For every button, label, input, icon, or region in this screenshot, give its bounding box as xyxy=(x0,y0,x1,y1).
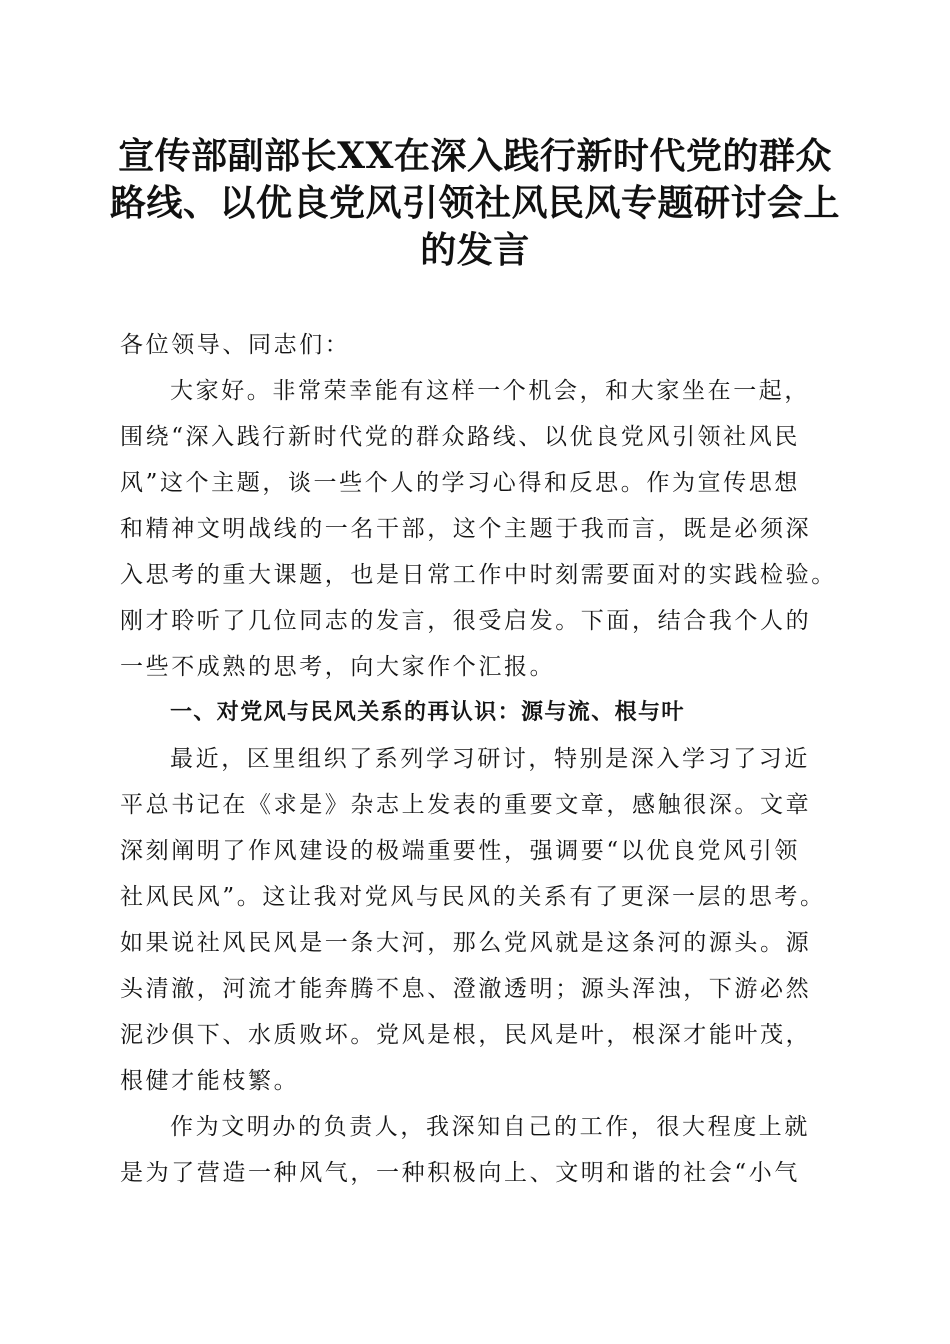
paragraph-line: 一些不成熟的思考，向大家作个汇报。 xyxy=(120,654,556,680)
paragraph-line: 和精神文明战线的一名干部，这个主题于我而言，既是必须深 xyxy=(120,516,812,542)
paragraph-line: 平总书记在《求是》杂志上发表的重要文章，感触很深。文章 xyxy=(120,792,812,818)
paragraph-line: 头清澈，河流才能奔腾不息、澄澈透明；源头浑浊，下游必然 xyxy=(120,976,812,1002)
paragraph-line: 刚才聆听了几位同志的发言，很受启发。下面，结合我个人的 xyxy=(120,608,812,634)
paragraph-line: 社风民风”。这让我对党风与民风的关系有了更深一层的思考。 xyxy=(120,884,826,910)
paragraph-line: 是为了营造一种风气，一种积极向上、文明和谐的社会“小气 xyxy=(120,1160,800,1186)
paragraph-line: 围绕“深入践行新时代党的群众路线、以优良党风引领社风民 xyxy=(120,424,800,450)
title-line: 路线、以优良党风引领社风民风专题研讨会上 xyxy=(110,182,841,224)
document-title xyxy=(110,133,840,274)
section-heading: 一、对党风与民风关系的再认识：源与流、根与叶 xyxy=(170,700,685,725)
document-body xyxy=(120,322,837,1196)
paragraph-line: 风”这个主题，谈一些个人的学习心得和反思。作为宣传思想 xyxy=(120,470,800,496)
title-line: 的发言 xyxy=(420,229,530,271)
paragraph-line: 根健才能枝繁。 xyxy=(120,1068,300,1094)
paragraph-line: 深刻阐明了作风建设的极端重要性，强调要“以优良党风引领 xyxy=(120,838,800,864)
paragraph-line: 如果说社风民风是一条大河，那么党风就是这条河的源头。源 xyxy=(120,930,812,956)
paragraph-line: 入思考的重大课题，也是日常工作中时刻需要面对的实践检验。 xyxy=(120,562,837,588)
paragraph-line: 泥沙俱下、水质败坏。党风是根，民风是叶，根深才能叶茂， xyxy=(120,1022,812,1048)
paragraph-line: 大家好。非常荣幸能有这样一个机会，和大家坐在一起， xyxy=(170,378,810,404)
paragraph-line: 作为文明办的负责人，我深知自己的工作，很大程度上就 xyxy=(170,1114,810,1140)
salutation: 各位领导、同志们： xyxy=(120,332,351,358)
title-line: 宣传部副部长XX在深入践行新时代党的群众 xyxy=(118,135,832,177)
paragraph-line: 最近，区里组织了系列学习研讨，特别是深入学习了习近 xyxy=(170,746,810,772)
